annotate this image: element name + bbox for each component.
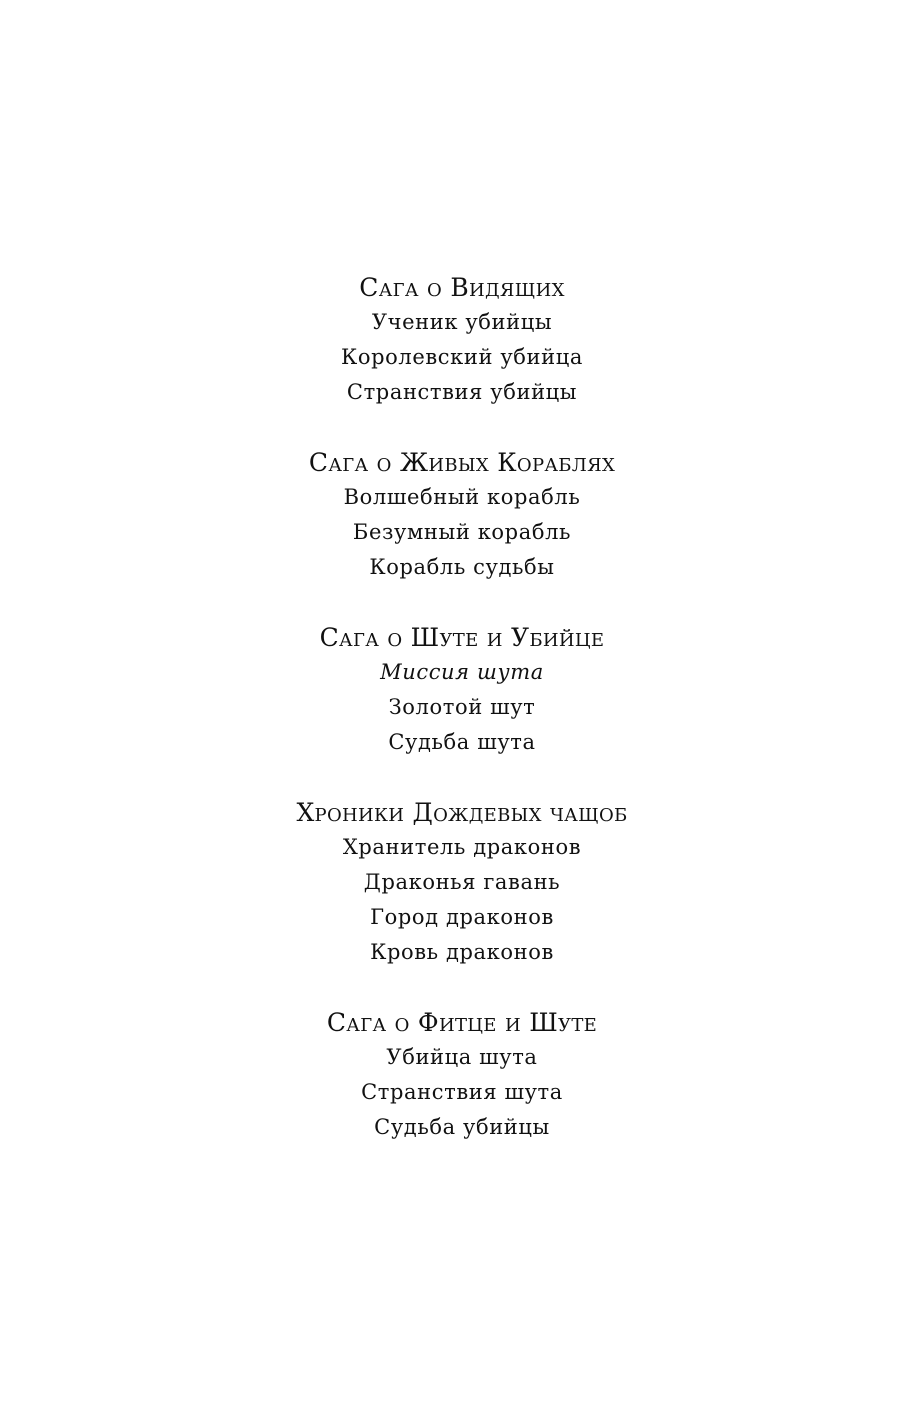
series-block-rain-wilds — [0, 795, 924, 970]
book-title: Корабль судьбы — [369, 555, 555, 579]
series-title: Сага о Живых Кораблях — [308, 448, 616, 477]
author-bibliography — [0, 270, 924, 1180]
book-title: Странствия убийцы — [346, 380, 578, 404]
book-title: Странствия шута — [361, 1080, 563, 1104]
series-title: Хроники Дождевых чащоб — [296, 798, 628, 827]
book-title: Безумный корабль — [352, 520, 572, 544]
book-title: Судьба убийцы — [374, 1115, 550, 1139]
series-block-farseer — [0, 270, 924, 410]
book-title: Город драконов — [370, 905, 554, 929]
book-title-current: Миссия шута — [380, 660, 544, 684]
series-title: Сага о Видящих — [359, 273, 565, 302]
book-title: Хранитель драконов — [342, 835, 582, 859]
book-title: Убийца шута — [386, 1045, 538, 1069]
series-block-liveship — [0, 445, 924, 585]
book-title: Ученик убийцы — [371, 310, 553, 334]
series-title: Сага о Фитце и Шуте — [326, 1008, 598, 1037]
book-title: Кровь драконов — [370, 940, 554, 964]
series-block-fitz-and-fool — [0, 1005, 924, 1145]
book-title: Королевский убийца — [341, 345, 583, 369]
series-title: Сага о Шуте и Убийце — [319, 623, 605, 652]
book-title: Золотой шут — [388, 695, 536, 719]
book-title: Судьба шута — [388, 730, 536, 754]
series-block-tawny-man — [0, 620, 924, 760]
book-title: Волшебный корабль — [343, 485, 581, 509]
book-title: Драконья гавань — [363, 870, 561, 894]
